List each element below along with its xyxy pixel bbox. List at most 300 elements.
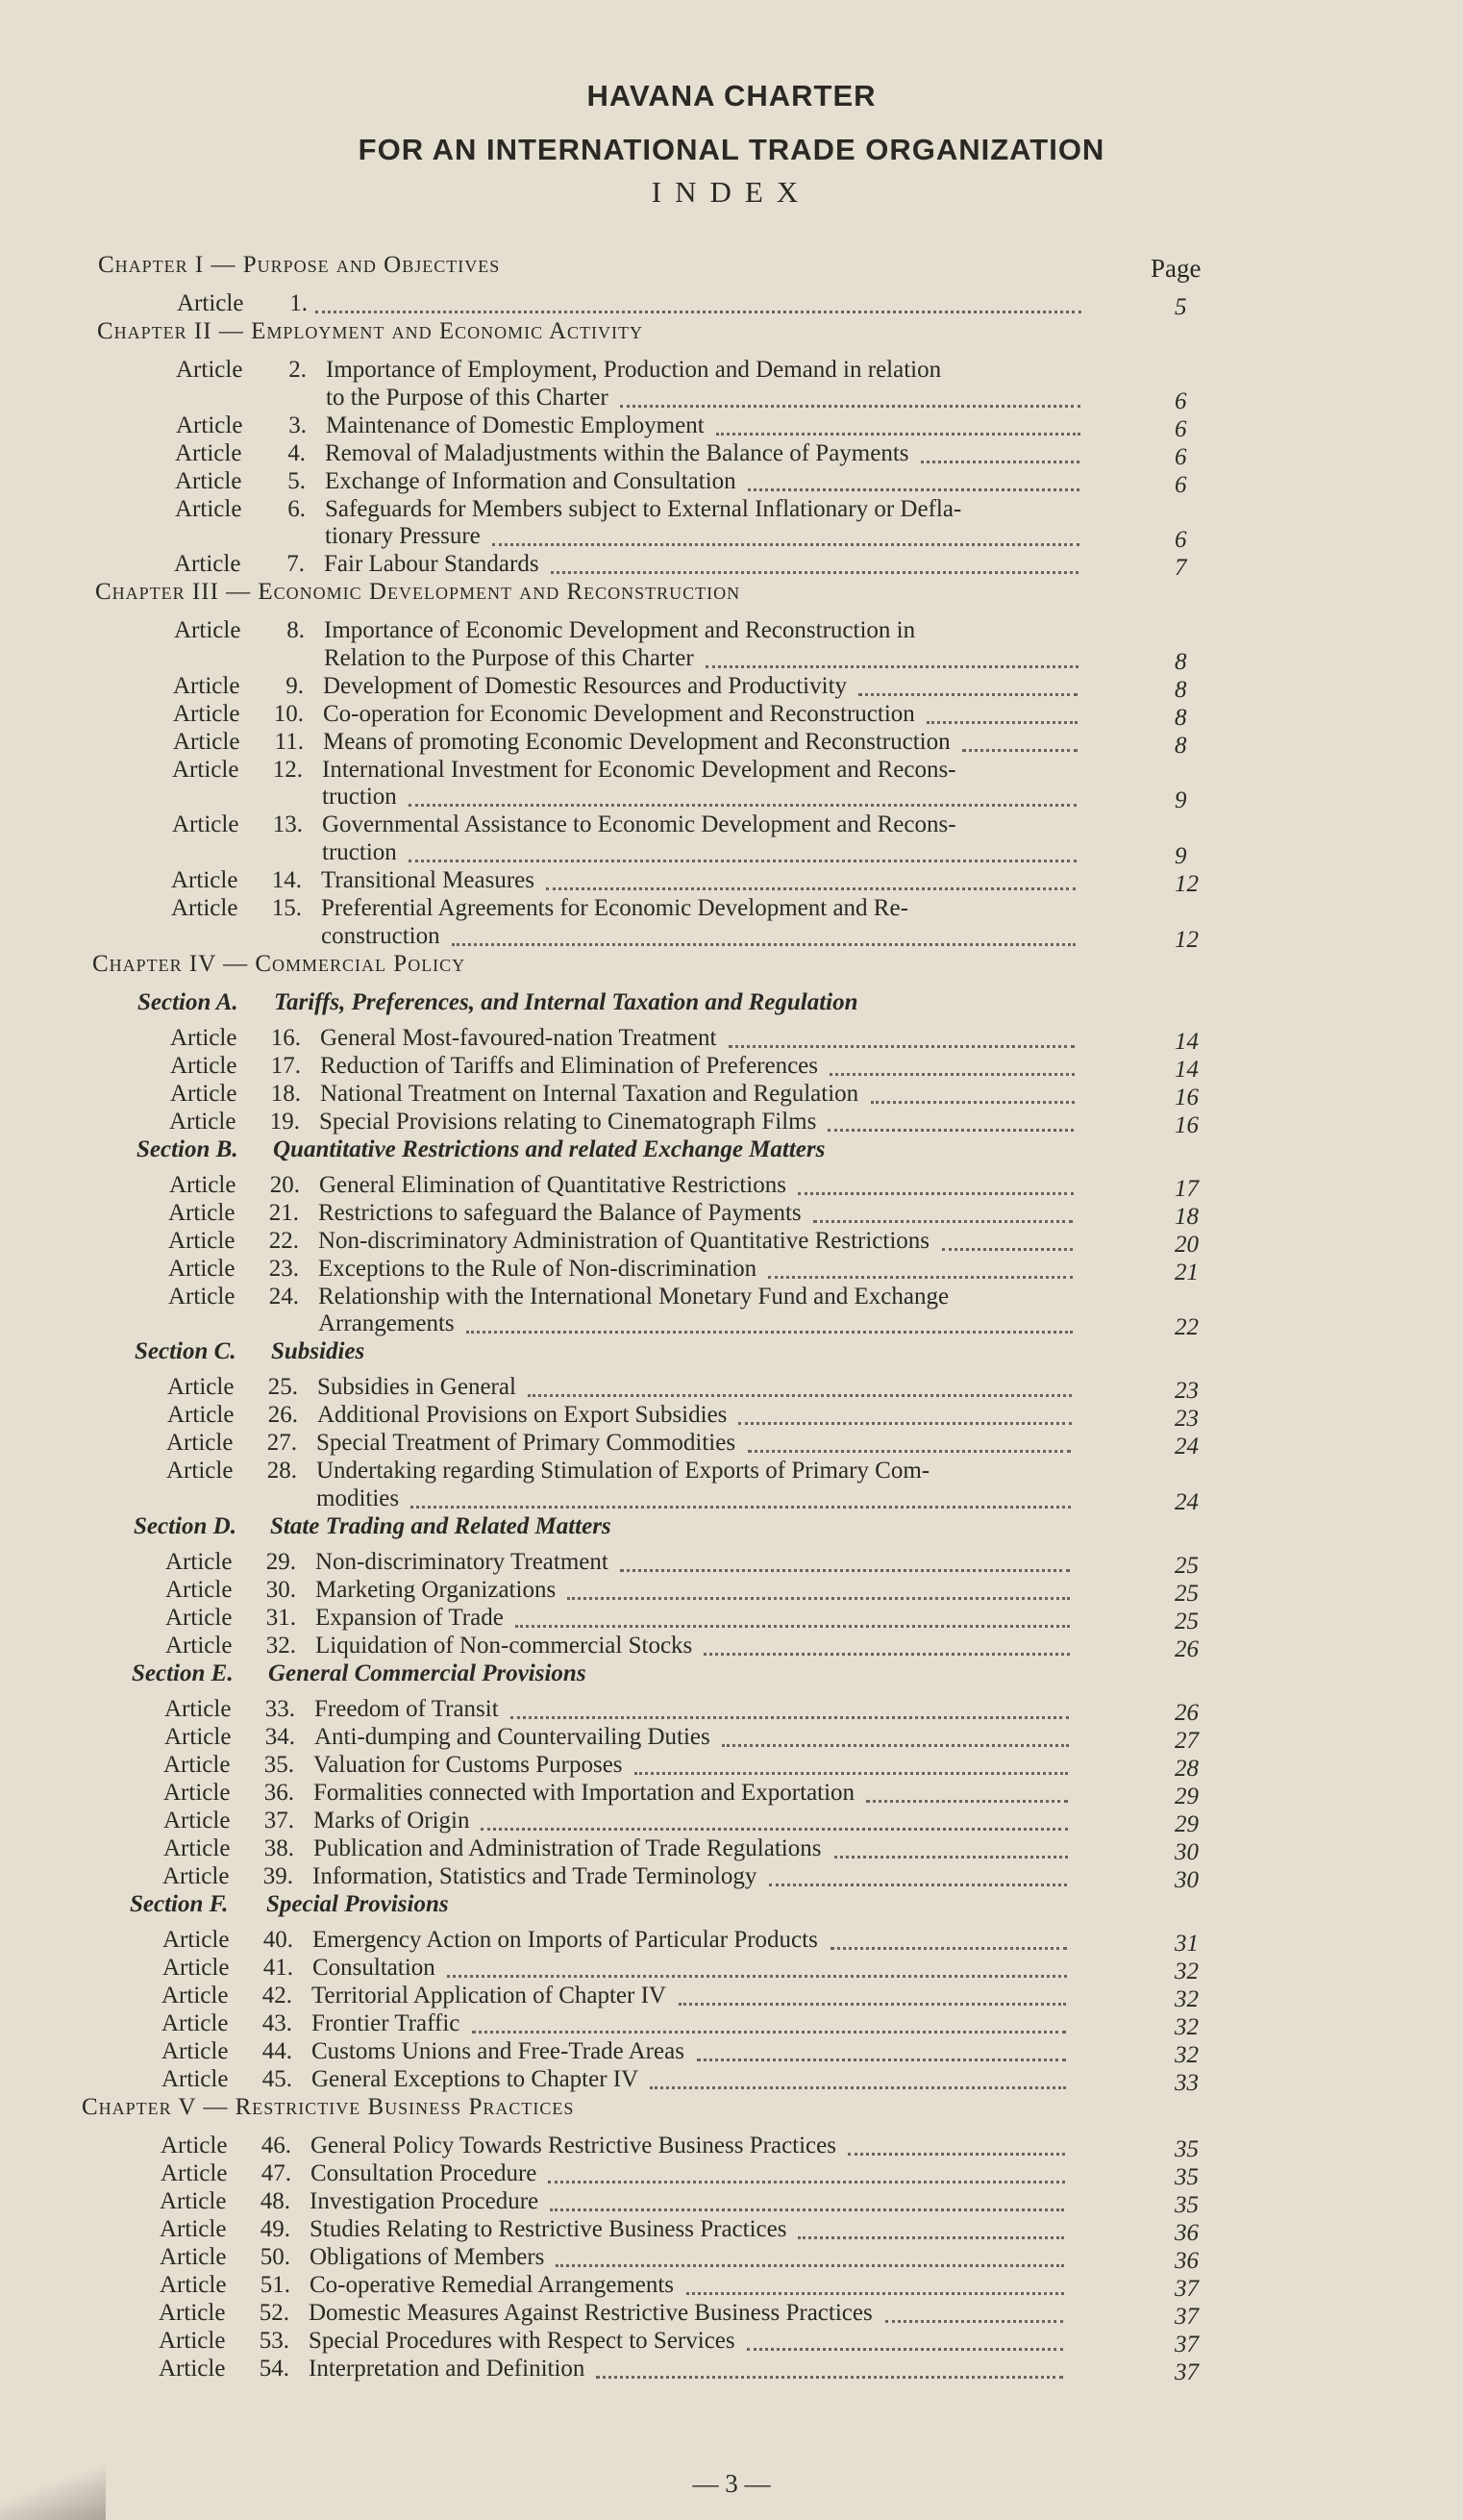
chapter-heading: Chapter V — Restrictive Business Practices — [82, 2093, 575, 2120]
article-label: Article — [169, 1171, 236, 1198]
article-label: Article — [160, 2215, 227, 2242]
page-ref: 25 — [1175, 1580, 1199, 1607]
article-number: 43. — [261, 2009, 292, 2036]
article-number: 7. — [286, 551, 305, 578]
article-label: Article — [164, 1695, 232, 1722]
article-number: 23. — [268, 1255, 299, 1282]
article-label: Article — [165, 1548, 233, 1575]
page-ref: 21 — [1175, 1259, 1199, 1285]
article-label: Article — [175, 495, 242, 522]
article-title-line: Freedom of Transit — [314, 1695, 499, 1722]
dot-leader — [650, 2085, 1066, 2089]
article-label: Article — [161, 2132, 228, 2158]
article-number: 6. — [287, 495, 306, 522]
dot-leader — [620, 404, 1080, 408]
article-title-line: Transitional Measures — [321, 867, 534, 893]
article-label: Article — [167, 1374, 235, 1401]
article-title-line: Interpretation and Definition — [309, 2355, 585, 2382]
article-number: 22. — [268, 1227, 299, 1254]
article-label: Article — [160, 2187, 227, 2214]
article-number: 45. — [261, 2065, 292, 2092]
article-title-line: Special Treatment of Primary Commodities — [316, 1430, 736, 1457]
page-ref: 23 — [1175, 1406, 1199, 1433]
page-ref: 6 — [1175, 471, 1187, 498]
article-number: 49. — [260, 2215, 290, 2242]
dot-leader — [831, 1946, 1067, 1950]
section-label: Section A. — [137, 988, 238, 1015]
article-label: Article — [168, 1227, 236, 1254]
page-ref: 6 — [1175, 443, 1187, 470]
article-title-line: Liquidation of Non-commercial Stocks — [315, 1632, 693, 1659]
page-ref: 23 — [1175, 1378, 1199, 1405]
article-title-line: Special Procedures with Respect to Services — [309, 2327, 735, 2354]
chapter-heading: Chapter II — Employment and Economic Activity — [97, 318, 644, 344]
article-label: Article — [167, 1402, 235, 1429]
section-title: Special Provisions — [266, 1890, 449, 1917]
article-label: Article — [161, 2065, 229, 2092]
dot-leader — [921, 460, 1079, 463]
article-title-line: Marketing Organizations — [315, 1576, 557, 1603]
page-ref: 20 — [1175, 1231, 1199, 1258]
page-ref: 33 — [1175, 2069, 1199, 2096]
dot-leader — [620, 1568, 1070, 1572]
page-ref: 35 — [1175, 2163, 1199, 2190]
page-ref: 30 — [1175, 1866, 1199, 1893]
article-number: 31. — [265, 1604, 296, 1631]
article-title-line: National Treatment on Internal Taxation and Regulation — [320, 1080, 859, 1107]
article-label: Article — [163, 1779, 231, 1806]
article-title-line: General Exceptions to Chapter IV — [311, 2065, 639, 2092]
article-label: Article — [161, 2009, 229, 2036]
document-subtitle: FOR AN INTERNATIONAL TRADE ORGANIZATION — [358, 133, 1105, 166]
page-column-label: Page — [1151, 254, 1202, 283]
dot-leader — [409, 803, 1077, 807]
article-number: 35. — [263, 1751, 294, 1778]
article-title-line: Relationship with the International Monetary Fund and Exchange — [318, 1283, 950, 1310]
article-title-line: Obligations of Members — [310, 2243, 545, 2270]
page-ref: 35 — [1175, 2191, 1199, 2218]
page-ref: 24 — [1175, 1434, 1199, 1460]
article-title-line: Consultation Procedure — [310, 2159, 537, 2186]
page-ref: 37 — [1175, 2358, 1199, 2385]
page-ref: 16 — [1175, 1111, 1199, 1138]
page-ref: 31 — [1175, 1930, 1199, 1957]
section-title: State Trading and Related Matters — [270, 1512, 611, 1539]
dot-leader — [686, 2291, 1064, 2295]
article-title-line: General Elimination of Quantitative Restrictions — [319, 1171, 786, 1198]
dot-leader — [858, 692, 1078, 696]
article-number: 27. — [266, 1430, 297, 1457]
article-label: Article — [175, 467, 242, 494]
section-label: Section F. — [130, 1890, 229, 1917]
page-ref: 32 — [1175, 2013, 1199, 2040]
dot-leader — [409, 859, 1077, 862]
page-ref: 35 — [1175, 2135, 1199, 2162]
article-number: 47. — [260, 2159, 291, 2186]
section-title: Subsidies — [271, 1338, 365, 1365]
article-title-line: Studies Relating to Restrictive Business Practices — [310, 2215, 787, 2242]
document-title: HAVANA CHARTER — [586, 79, 877, 112]
article-number: 37. — [263, 1807, 294, 1834]
dot-leader — [410, 1505, 1071, 1509]
article-number: 20. — [269, 1171, 300, 1198]
article-label: Article — [174, 617, 241, 644]
page-ref: 36 — [1175, 2219, 1199, 2246]
article-title-line: Reduction of Tariffs and Elimination of Preferences — [320, 1052, 819, 1079]
article-title-line: International Investment for Economic Development and Recons- — [322, 756, 956, 783]
article-title-line: Investigation Procedure — [310, 2187, 539, 2214]
article-title-line: Relation to the Purpose of this Charter — [324, 644, 694, 671]
article-number: 50. — [260, 2243, 290, 2270]
article-title-line: Customs Unions and Free-Trade Areas — [311, 2037, 684, 2064]
article-title-line: Special Provisions relating to Cinematograph Films — [319, 1108, 817, 1135]
article-title-line: Subsidies in General — [317, 1374, 516, 1401]
dot-leader — [492, 542, 1079, 546]
dot-leader — [748, 1449, 1071, 1453]
dot-leader — [834, 1855, 1068, 1859]
index-heading: INDEX — [651, 175, 812, 209]
page-ref: 6 — [1175, 527, 1187, 554]
dot-leader — [769, 1883, 1067, 1886]
article-label: Article — [161, 2159, 228, 2186]
chapter-heading: Chapter III — Economic Development and Reconstruction — [95, 579, 741, 606]
chapter-heading: Chapter IV — Commercial Policy — [92, 950, 466, 977]
dot-leader — [528, 1393, 1072, 1397]
page-ref: 18 — [1175, 1203, 1199, 1230]
page-ref: 8 — [1175, 732, 1187, 759]
article-title-line: Anti-dumping and Countervailing Duties — [314, 1723, 710, 1750]
article-label: Article — [159, 2355, 226, 2382]
article-number: 15. — [271, 895, 302, 921]
article-title-line: Undertaking regarding Stimulation of Exports of Primary Com- — [316, 1458, 930, 1485]
article-number: 28. — [266, 1458, 297, 1485]
article-title-line: General Most-favoured-nation Treatment — [320, 1024, 717, 1051]
dot-leader — [942, 1247, 1073, 1251]
article-title-line: Safeguards for Members subject to External Inflationary or Defla- — [325, 495, 962, 522]
article-number: 10. — [273, 700, 304, 727]
article-label: Article — [165, 1576, 233, 1603]
dot-leader — [452, 942, 1076, 946]
article-label: Article — [161, 1982, 229, 2009]
article-number: 3. — [288, 412, 307, 438]
article-label: Article — [161, 2037, 229, 2064]
article-number: 41. — [262, 1954, 293, 1981]
article-label: Article — [163, 1807, 231, 1834]
dot-leader — [830, 1072, 1075, 1076]
dot-leader — [634, 1771, 1068, 1775]
article-number: 24. — [268, 1283, 299, 1310]
article-title-line: Removal of Maladjustments within the Balance of Payments — [325, 439, 909, 466]
article-label: Article — [172, 811, 239, 838]
article-label: Article — [172, 756, 239, 783]
page-ref: 29 — [1175, 1810, 1199, 1837]
article-title-line: Fair Labour Standards — [324, 551, 539, 578]
article-number: 16. — [270, 1024, 301, 1051]
article-title-line: Importance of Economic Development and Reconstruction in — [324, 617, 916, 644]
article-number: 33. — [264, 1695, 295, 1722]
page-ref: 6 — [1175, 387, 1187, 414]
article-title-line: Additional Provisions on Export Subsidies — [317, 1402, 728, 1429]
page-ref: 12 — [1175, 871, 1199, 897]
dot-leader — [704, 1652, 1070, 1656]
dot-leader — [866, 1799, 1068, 1803]
dot-leader — [515, 1624, 1070, 1628]
dot-leader — [871, 1100, 1075, 1104]
article-title-line: Co-operation for Economic Development and Reconstruction — [323, 700, 915, 727]
article-title-line: Maintenance of Domestic Employment — [326, 412, 705, 438]
page-ref: 28 — [1175, 1755, 1199, 1782]
article-title-line: modities — [316, 1485, 400, 1511]
article-title-line: Restrictions to safeguard the Balance of Payments — [318, 1199, 802, 1226]
dot-leader — [548, 2180, 1065, 2183]
article-label: Article — [170, 1080, 237, 1107]
page-ref: 32 — [1175, 2041, 1199, 2068]
page-ref: 25 — [1175, 1552, 1199, 1579]
article-number: 8. — [286, 617, 305, 644]
page-ref: 7 — [1175, 555, 1187, 582]
article-number: 29. — [265, 1548, 296, 1575]
dot-leader — [927, 720, 1078, 724]
article-label: Article — [166, 1430, 234, 1457]
dot-leader — [768, 1275, 1073, 1279]
page-ref: 37 — [1175, 2275, 1199, 2302]
article-number: 30. — [265, 1576, 296, 1603]
article-label: Article — [166, 1458, 234, 1485]
article-label: Article — [165, 1632, 233, 1659]
dot-leader — [315, 310, 1081, 313]
article-number: 1. — [289, 290, 308, 316]
article-title-line: Exceptions to the Rule of Non-discrimination — [318, 1255, 757, 1282]
article-title-line: Formalities connected with Importation and Exportation — [313, 1779, 855, 1806]
dot-leader — [466, 1330, 1073, 1334]
dot-leader — [679, 2002, 1066, 2006]
article-title-line: truction — [322, 784, 397, 811]
dot-leader — [706, 664, 1079, 668]
section-label: Section C. — [135, 1338, 236, 1365]
article-title-line: to the Purpose of this Charter — [326, 384, 608, 411]
chapter-heading: Chapter I — Purpose and Objectives — [98, 252, 501, 278]
article-number: 4. — [287, 439, 306, 466]
article-title-line: Preferential Agreements for Economic Development and Re- — [321, 895, 908, 921]
article-label: Article — [170, 1052, 237, 1079]
article-number: 38. — [263, 1834, 294, 1861]
page-ref: 32 — [1175, 1958, 1199, 1984]
article-title-line: Importance of Employment, Production and Demand in relation — [326, 357, 942, 383]
article-title-line: Co-operative Remedial Arrangements — [310, 2271, 675, 2298]
section-label: Section E. — [132, 1659, 234, 1686]
dot-leader — [567, 1596, 1070, 1600]
page-ref: 24 — [1175, 1488, 1199, 1515]
article-label: Article — [171, 895, 238, 921]
dot-leader — [546, 886, 1076, 890]
page-ref: 8 — [1175, 648, 1187, 675]
article-label: Article — [176, 412, 243, 438]
page-ref: 17 — [1175, 1175, 1199, 1202]
article-title-line: construction — [321, 922, 440, 949]
page-ref: 26 — [1175, 1699, 1199, 1726]
page-ref: 14 — [1175, 1056, 1199, 1083]
article-number: 34. — [264, 1723, 295, 1750]
article-label: Article — [168, 1283, 236, 1310]
article-number: 52. — [259, 2299, 289, 2326]
dot-leader — [828, 1128, 1074, 1132]
article-number: 11. — [274, 728, 304, 755]
article-label: Article — [176, 357, 243, 383]
article-number: 2. — [288, 357, 307, 383]
page-ref: 29 — [1175, 1783, 1199, 1809]
article-title-line: Information, Statistics and Trade Terminology — [312, 1862, 757, 1889]
dot-leader — [472, 2030, 1066, 2033]
dot-leader — [716, 432, 1080, 436]
page-ref: 25 — [1175, 1608, 1199, 1634]
page-ref: 36 — [1175, 2247, 1199, 2274]
article-label: Article — [162, 1862, 230, 1889]
page-ref: 16 — [1175, 1084, 1199, 1110]
dot-leader — [962, 748, 1078, 752]
page-ref: 30 — [1175, 1838, 1199, 1865]
article-title-line: Exchange of Information and Consultation — [325, 467, 736, 494]
section-label: Section B. — [136, 1135, 238, 1162]
section-label: Section D. — [134, 1512, 236, 1539]
article-label: Article — [168, 1255, 236, 1282]
article-title-line: Development of Domestic Resources and Productivity — [323, 672, 848, 699]
article-number: 19. — [269, 1108, 300, 1135]
article-label: Article — [173, 672, 240, 699]
page-number: — 3 — — [692, 2469, 771, 2498]
article-number: 17. — [270, 1052, 301, 1079]
article-label: Article — [173, 728, 240, 755]
page-ref: 8 — [1175, 676, 1187, 703]
article-number: 40. — [262, 1926, 293, 1953]
article-title-line: Governmental Assistance to Economic Development and Recons- — [322, 811, 956, 838]
article-label: Article — [162, 1954, 230, 1981]
article-title-line: Publication and Administration of Trade Regulations — [313, 1834, 822, 1861]
article-number: 21. — [268, 1199, 299, 1226]
page-ref: 12 — [1175, 926, 1199, 953]
dot-leader — [798, 2235, 1064, 2239]
article-number: 13. — [272, 811, 303, 838]
page-ref: 8 — [1175, 704, 1187, 731]
article-title-line: Non-discriminatory Administration of Quantitative Restrictions — [318, 1227, 930, 1254]
article-title-line: Means of promoting Economic Development and Reconstruction — [323, 728, 951, 755]
article-number: 9. — [285, 672, 304, 699]
dot-leader — [738, 1421, 1072, 1425]
page-ref: 5 — [1175, 294, 1187, 320]
article-label: Article — [159, 2327, 226, 2354]
page-ref: 37 — [1175, 2303, 1199, 2330]
article-number: 39. — [262, 1862, 293, 1889]
article-label: Article — [177, 290, 244, 316]
article-number: 25. — [267, 1374, 298, 1401]
dot-leader — [481, 1827, 1068, 1831]
page-ref: 9 — [1175, 787, 1187, 814]
dot-leader — [885, 2319, 1063, 2323]
page-ref: 9 — [1175, 842, 1187, 869]
article-title-line: Valuation for Customs Purposes — [313, 1751, 623, 1778]
article-title-line: Domestic Measures Against Restrictive Business Practices — [309, 2299, 873, 2326]
page-ref: 26 — [1175, 1635, 1199, 1662]
article-label: Article — [160, 2271, 227, 2298]
article-number: 48. — [260, 2187, 290, 2214]
dot-leader — [550, 2208, 1064, 2211]
dot-leader — [551, 570, 1079, 574]
article-number: 14. — [271, 867, 302, 893]
article-label: Article — [173, 700, 240, 727]
page-ref: 37 — [1175, 2331, 1199, 2358]
article-label: Article — [174, 551, 241, 578]
page-ref: 27 — [1175, 1727, 1199, 1754]
article-number: 46. — [260, 2132, 291, 2158]
article-label: Article — [171, 867, 238, 893]
article-number: 12. — [272, 756, 303, 783]
page-ref: 22 — [1175, 1314, 1199, 1341]
article-label: Article — [168, 1199, 236, 1226]
article-number: 51. — [260, 2271, 290, 2298]
article-number: 32. — [265, 1632, 296, 1659]
article-number: 54. — [259, 2355, 289, 2382]
article-label: Article — [163, 1751, 231, 1778]
article-number: 36. — [263, 1779, 294, 1806]
article-label: Article — [163, 1834, 231, 1861]
article-title-line: Non-discriminatory Treatment — [315, 1548, 608, 1575]
dot-leader — [729, 1044, 1075, 1048]
article-title-line: tionary Pressure — [325, 523, 481, 550]
article-number: 42. — [261, 1982, 292, 2009]
dot-leader — [813, 1219, 1073, 1223]
dot-leader — [697, 2058, 1066, 2061]
dot-leader — [748, 487, 1079, 491]
page-ref: 32 — [1175, 1985, 1199, 2012]
article-title-line: Consultation — [312, 1954, 435, 1981]
article-title-line: Territorial Application of Chapter IV — [311, 1982, 666, 2009]
article-number: 5. — [287, 467, 306, 494]
dot-leader — [722, 1743, 1069, 1747]
section-title: Quantitative Restrictions and related Exchange Matters — [273, 1135, 826, 1162]
page-ref: 6 — [1175, 415, 1187, 442]
article-label: Article — [170, 1024, 237, 1051]
article-label: Article — [159, 2299, 226, 2326]
article-title-line: Emergency Action on Imports of Particular Products — [312, 1926, 818, 1953]
page-ref: 14 — [1175, 1028, 1199, 1055]
dot-leader — [747, 2347, 1063, 2351]
article-title-line: truction — [322, 838, 397, 865]
article-label: Article — [175, 439, 242, 466]
article-label: Article — [162, 1926, 230, 1953]
page-corner-shadow — [0, 2462, 106, 2520]
dot-leader — [798, 1191, 1074, 1195]
article-label: Article — [160, 2243, 227, 2270]
dot-leader — [447, 1974, 1067, 1978]
article-number: 53. — [259, 2327, 289, 2354]
article-number: 26. — [267, 1402, 298, 1429]
section-title: General Commercial Provisions — [268, 1659, 586, 1686]
article-title-line: General Policy Towards Restrictive Business Practices — [310, 2132, 836, 2158]
article-title-line: Arrangements — [318, 1310, 455, 1337]
dot-leader — [596, 2375, 1063, 2379]
article-title-line: Marks of Origin — [313, 1807, 470, 1834]
section-title: Tariffs, Preferences, and Internal Taxation and Regulation — [274, 988, 858, 1015]
article-number: 18. — [270, 1080, 301, 1107]
article-number: 44. — [261, 2037, 292, 2064]
article-title-line: Frontier Traffic — [311, 2009, 460, 2036]
dot-leader — [848, 2152, 1065, 2156]
dot-leader — [556, 2263, 1064, 2267]
article-title-line: Expansion of Trade — [315, 1604, 504, 1631]
article-label: Article — [169, 1108, 236, 1135]
article-label: Article — [165, 1604, 233, 1631]
article-label: Article — [164, 1723, 232, 1750]
dot-leader — [510, 1715, 1069, 1719]
